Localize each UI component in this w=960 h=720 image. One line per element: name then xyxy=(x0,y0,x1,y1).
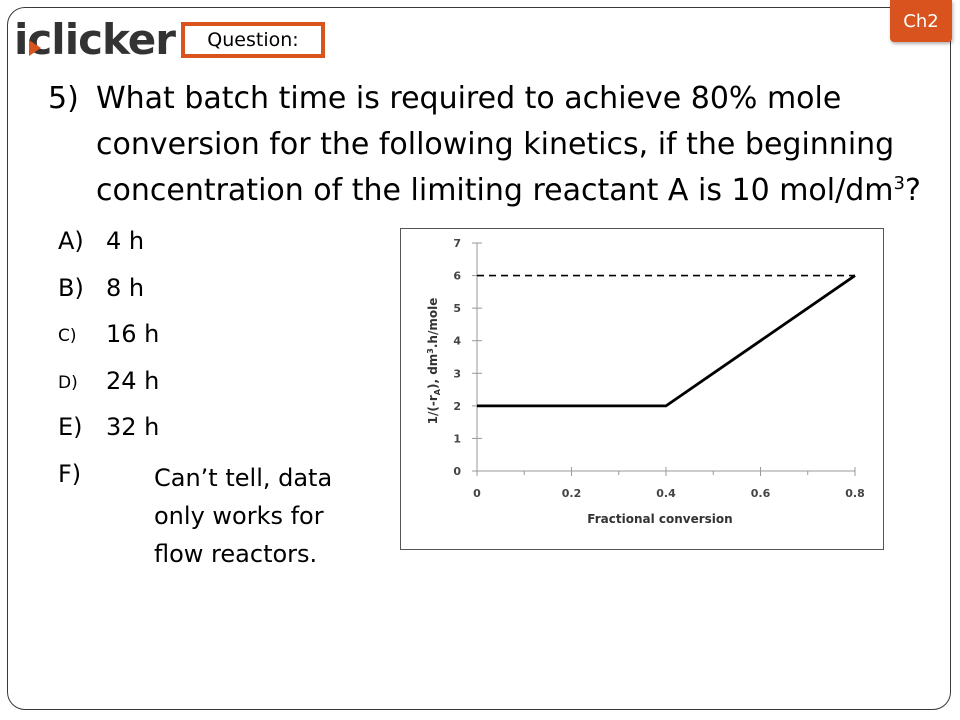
chart-svg xyxy=(401,229,885,551)
answer-option-c[interactable] xyxy=(58,311,378,358)
answer-text: 16 h xyxy=(106,320,160,348)
y-tick-label: 1 xyxy=(453,432,461,446)
question-text-sup: 3 xyxy=(893,173,905,194)
x-axis-label: Fractional conversion xyxy=(587,512,733,526)
y-tick-label: 4 xyxy=(453,334,461,348)
question-label: Question: xyxy=(185,26,321,54)
x-tick-label: 0 xyxy=(473,487,481,500)
answer-label: C) xyxy=(58,326,77,346)
answer-label: F) xyxy=(58,459,82,488)
answer-list xyxy=(58,218,378,569)
play-icon xyxy=(29,40,41,56)
answer-option-d[interactable] xyxy=(58,358,378,405)
answer-text: 4 h xyxy=(106,227,145,255)
x-tick-label: 0.2 xyxy=(561,487,582,500)
logo-text: iclicker xyxy=(14,15,175,64)
question-text-main: What batch time is required to achieve 80% mole conversion for the following kinetics, if the beginning concentration of the limiting reactant A is 10 mol/dm xyxy=(96,81,895,208)
series-line xyxy=(477,276,855,406)
y-tick-label: 7 xyxy=(453,237,461,250)
y-tick-label: 0 xyxy=(453,465,461,478)
y-tick-label: 6 xyxy=(453,269,461,283)
answer-text: 24 h xyxy=(106,366,160,395)
answer-option-e[interactable] xyxy=(58,404,378,451)
answer-label: A) xyxy=(58,227,84,255)
y-tick-label: 5 xyxy=(453,302,461,316)
question-text xyxy=(96,76,956,214)
question-number: 5) xyxy=(48,81,79,116)
iclicker-logo xyxy=(14,14,184,66)
question-badge xyxy=(181,22,325,58)
y-tick-label: 2 xyxy=(453,399,461,413)
question-text-end: ? xyxy=(904,173,921,208)
answer-option-b[interactable] xyxy=(58,265,378,312)
chapter-tab: Ch2 xyxy=(890,0,952,42)
x-tick-label: 0.8 xyxy=(845,487,865,500)
chart-container xyxy=(400,228,884,550)
x-tick-label: 0.6 xyxy=(750,487,771,500)
answer-text: 32 h xyxy=(106,413,160,441)
answer-option-f[interactable] xyxy=(58,451,378,569)
y-axis-label: $1/(-r_A)$, $dm^3.h$/mole xyxy=(426,297,442,425)
answer-label: D) xyxy=(58,372,78,393)
answer-label: E) xyxy=(58,413,83,441)
answer-text: Can’t tell, data only works for flow reactors. xyxy=(154,463,333,568)
answer-label: B) xyxy=(58,273,84,302)
answer-text: 8 h xyxy=(106,273,145,302)
x-tick-label: 0.4 xyxy=(656,487,676,500)
answer-option-a[interactable] xyxy=(58,218,378,265)
y-tick-label: 3 xyxy=(453,367,461,381)
